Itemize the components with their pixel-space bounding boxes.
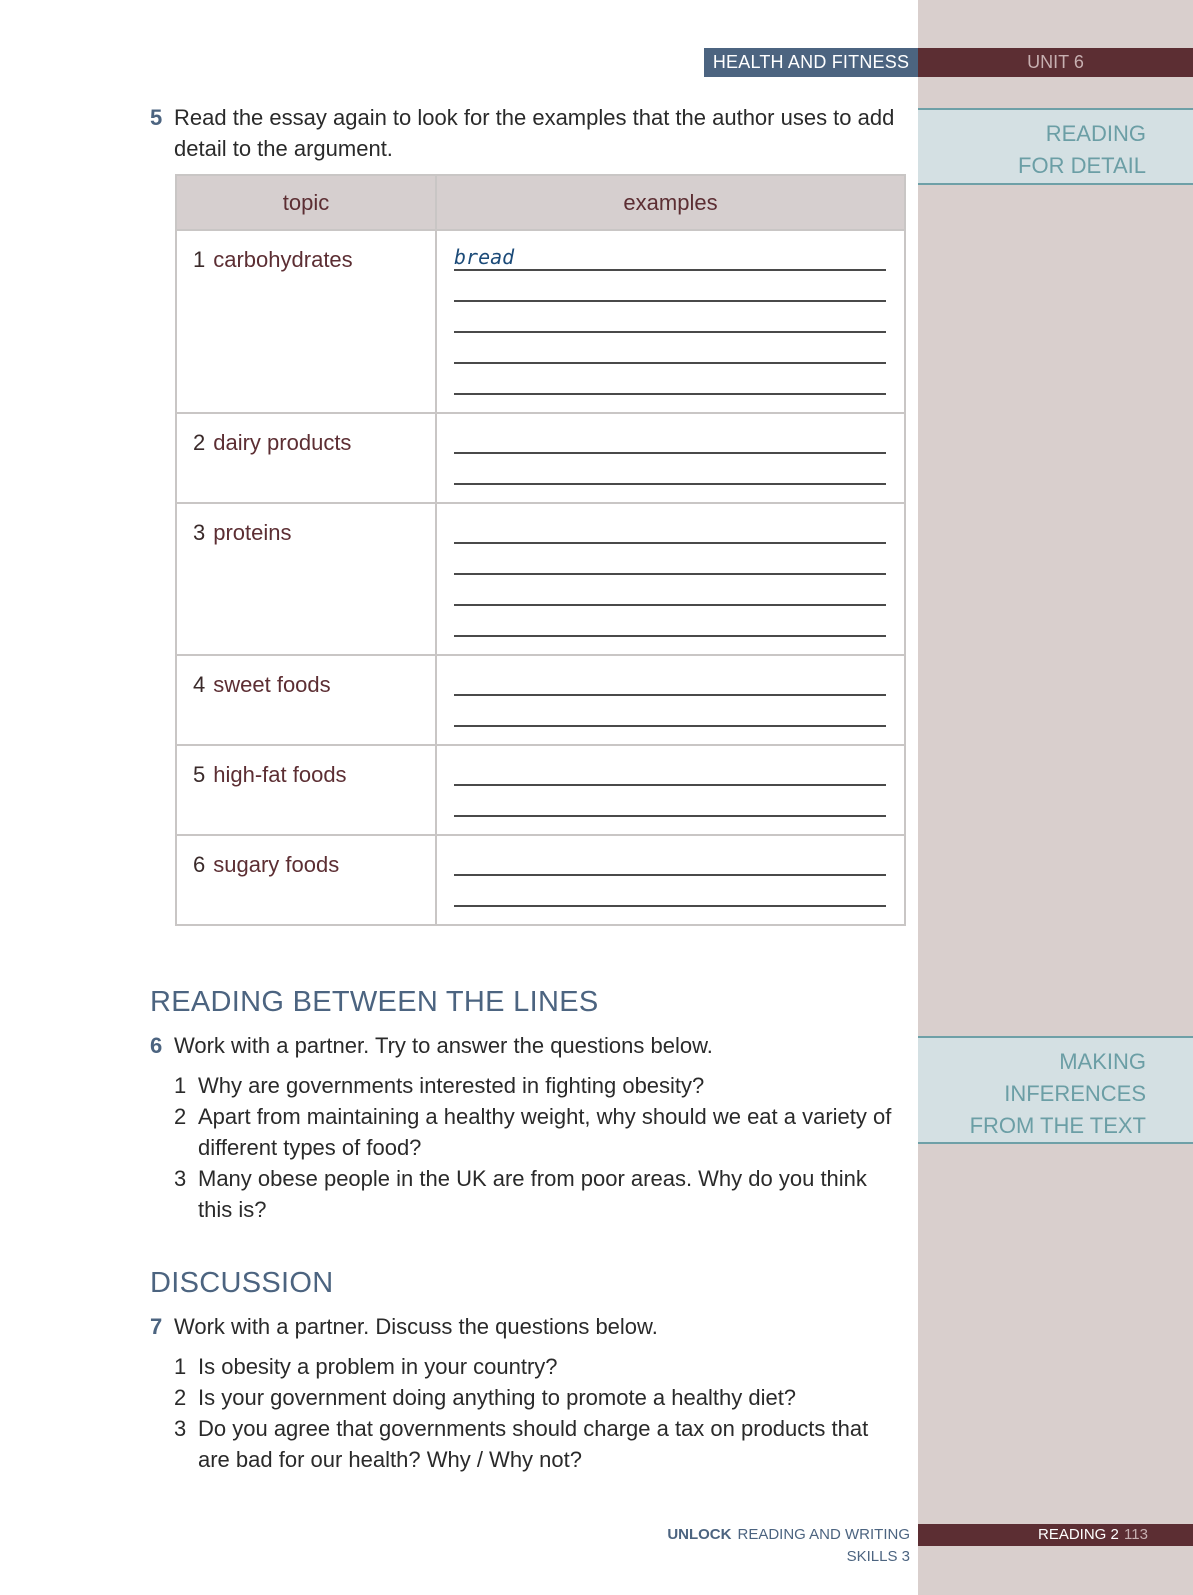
answer-line-field[interactable] [454,454,886,485]
topic-cell [176,413,436,503]
topic-examples-table [175,174,906,926]
sidebar [918,0,1193,1595]
question-text: Apart from maintaining a healthy weight, why should we eat a variety of different types of food? [198,1104,892,1160]
sidebar-box-making-inferences [918,1036,1193,1144]
unit-topic-banner: HEALTH AND FITNESS [704,48,918,77]
unit-label-banner: UNIT 6 [918,48,1193,77]
topic-cell [176,655,436,745]
exercise-5-instruction [150,102,910,164]
section-heading-discussion: DISCUSSION [150,1267,334,1299]
exercise-6-instruction [150,1030,910,1061]
answer-line-field[interactable] [454,302,886,333]
footer-section-label: READING 2 [1038,1526,1119,1543]
question-text: Why are governments interested in fighting obesity? [198,1073,705,1098]
table-row [176,413,905,503]
list-item [174,1382,894,1413]
exercise-text: Read the essay again to look for the examples that the author uses to add detail to the argument. [174,105,895,161]
section-heading-reading-between-the-lines: READING BETWEEN THE LINES [150,986,599,1018]
topic-cell [176,503,436,655]
sidebar-box-line: INFERENCES [1004,1081,1146,1106]
exercise-number: 7 [150,1314,163,1339]
question-number: 1 [174,1073,187,1098]
column-header-topic: topic [176,175,436,230]
topic-label: high-fat foods [213,762,347,787]
answer-line-field[interactable] [454,575,886,606]
table-row [176,503,905,655]
question-number: 2 [174,1104,187,1129]
list-item [174,1413,894,1475]
exercise-number: 6 [150,1033,163,1058]
exercise-text: Work with a partner. Try to answer the questions below. [174,1033,713,1058]
answer-line-field[interactable] [454,544,886,575]
table-row [176,745,905,835]
page-number: 113 [1124,1526,1148,1543]
list-item [174,1070,894,1101]
question-number: 3 [174,1416,187,1441]
question-text: Do you agree that governments should charge a tax on products that are bad for our health? Why / Why not? [198,1416,869,1472]
table-row [176,655,905,745]
sidebar-box-line: FROM THE TEXT [969,1113,1146,1138]
answer-line-field[interactable] [454,755,886,786]
table-row [176,230,905,413]
sidebar-box-line: MAKING [1059,1049,1146,1074]
question-list-discussion [174,1351,894,1475]
answer-line-field[interactable] [454,665,886,696]
examples-cell [436,835,905,925]
exercise-text: Work with a partner. Discuss the questions below. [174,1314,658,1339]
question-text: Is your government doing anything to promote a healthy diet? [198,1385,797,1410]
sidebar-box-reading-for-detail [918,108,1193,185]
topic-cell [176,835,436,925]
examples-cell [436,503,905,655]
topic-number: 3 [193,520,206,545]
topic-cell [176,745,436,835]
list-item [174,1101,894,1163]
topic-label: dairy products [213,430,352,455]
list-item [174,1351,894,1382]
footer-book-title [615,1524,910,1565]
book-title: READING AND WRITING SKILLS 3 [737,1526,910,1565]
list-item [174,1163,894,1225]
examples-cell [436,655,905,745]
topic-label: proteins [213,520,292,545]
examples-cell [436,745,905,835]
topic-label: sweet foods [213,672,331,697]
topic-number: 1 [193,247,206,272]
answer-line-field[interactable] [454,696,886,727]
answer-line-field[interactable] [454,786,886,817]
question-list-reading-between [174,1070,894,1225]
topic-number: 5 [193,762,206,787]
examples-cell [436,413,905,503]
footer-bar [918,1524,1193,1546]
topic-number: 6 [193,852,206,877]
table-row [176,835,905,925]
answer-line-field[interactable] [454,876,886,907]
answer-line-field[interactable] [454,845,886,876]
sidebar-box-line: FOR DETAIL [1018,153,1146,178]
topic-number: 4 [193,672,206,697]
answer-line-text: bread [454,245,515,269]
exercise-7-instruction [150,1311,910,1342]
topic-label: sugary foods [213,852,340,877]
question-text: Is obesity a problem in your country? [198,1354,558,1379]
topic-label: carbohydrates [213,247,353,272]
question-number: 2 [174,1385,187,1410]
answer-line-field[interactable] [454,513,886,544]
sidebar-box-line: READING [1045,121,1146,146]
answer-line-field[interactable] [454,364,886,395]
examples-cell [436,230,905,413]
answer-line-field[interactable] [454,240,886,271]
column-header-examples: examples [436,175,905,230]
answer-line-field[interactable] [454,423,886,454]
answer-line-field[interactable] [454,606,886,637]
question-number: 3 [174,1166,187,1191]
question-text: Many obese people in the UK are from poor areas. Why do you think this is? [198,1166,867,1222]
brand-logo: UNLOCK [667,1526,732,1543]
topic-cell [176,230,436,413]
table-header-row [176,175,905,230]
topic-number: 2 [193,430,206,455]
answer-line-field[interactable] [454,271,886,302]
question-number: 1 [174,1354,187,1379]
answer-line-field[interactable] [454,333,886,364]
exercise-number: 5 [150,105,163,130]
